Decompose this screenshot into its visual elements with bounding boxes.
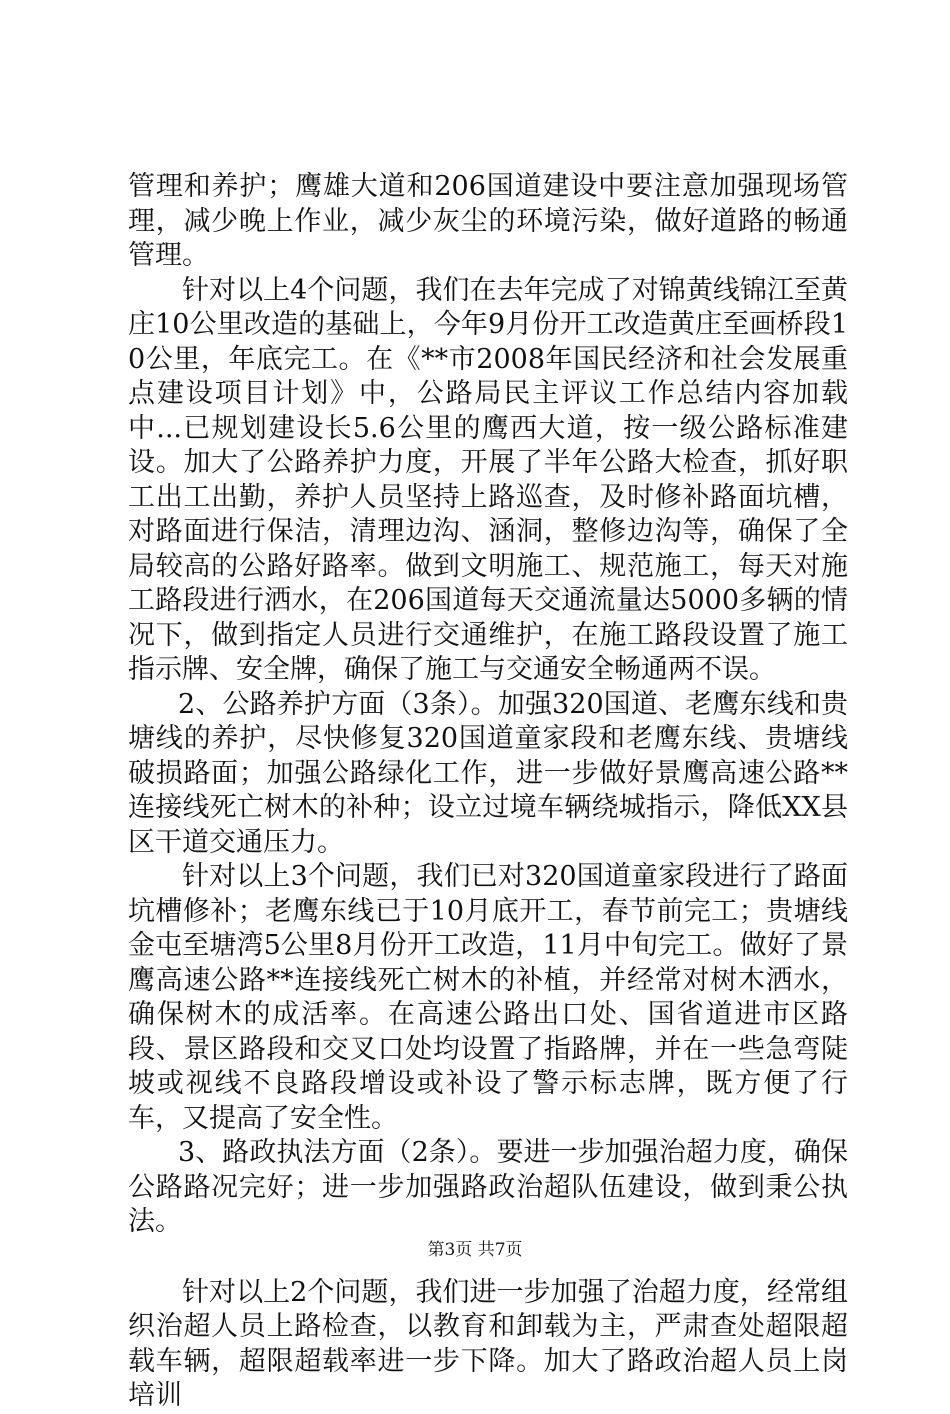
paragraph-response-road-enforcement: 针对以上2个问题，我们进一步加强了治超力度，经常组织治超人员上路检查，以教育和卸载为主，严肃查处超限超载车辆，超限超载率进一步下降。加大了路政治超人员上岗培训	[128, 1276, 848, 1411]
paragraph-continuation: 管理和养护；鹰雄大道和206国道建设中要注意加强现场管理，减少晚上作业，减少灰尘的环境污染，做好道路的畅通管理。	[128, 171, 848, 271]
paragraph-response-road-construction: 针对以上4个问题，我们在去年完成了对锦黄线锦江至黄庄10公里改造的基础上，今年9月份开工改造黄庄至画桥段10公里，年底完工。在《**市2008年国民经济和社会发展重点建设项目计划》中，公路局民主评议工作总结内容加载中...已规划建设长5.6公里的鹰西大道，按一级公路标准建设。加大了公路养护力度，开展了半年公路大检查，抓好职工出工出勤，养护人员坚持上路巡查，及时修补路面坑槽，对路面进行保洁，清理边沟、涵洞，整修边沟等，确保了全局较高的公路好路率。做到文明施工、规范施工，每天对施工路段进行洒水，在206国道每天交通流量达5000多辆的情况下，做到指定人员进行交通维护，在施工路段设置了施工指示牌、安全牌，确保了施工与交通安全畅通两不误。	[128, 274, 848, 685]
page-footer: 第3页 共7页	[427, 1240, 523, 1260]
document-body	[128, 170, 848, 1414]
paragraph-response-road-maintenance: 针对以上3个问题，我们已对320国道童家段进行了路面坑槽修补；老鹰东线已于10月底开工，春节前完工；贵塘线金屯至塘湾5公里8月份开工改造，11月中旬完工。做好了景鹰高速公路**连接线死亡树木的补植，并经常对树木洒水，确保树木的成活率。在高速公路出口处、国省道进市区路段、景区路段和交叉口处均设置了指路牌，并在一些急弯陡坡或视线不良路段增设或补设了警示标志牌，既方便了行车，又提高了安全性。	[128, 861, 848, 1134]
paragraph-road-maintenance-issues: 2、公路养护方面（3条）。加强320国道、老鹰东线和贵塘线的养护，尽快修复320国道童家段和老鹰东线、贵塘线破损路面；加强公路绿化工作，进一步做好景鹰高速公路**连接线死亡树木的补种；设立过境车辆绕城指示，降低XX县区干道交通压力。	[128, 688, 848, 858]
paragraph-road-enforcement-issues: 3、路政执法方面（2条）。要进一步加强治超力度，确保公路路况完好；进一步加强路政治超队伍建设，做到秉公执法。	[128, 1137, 848, 1237]
